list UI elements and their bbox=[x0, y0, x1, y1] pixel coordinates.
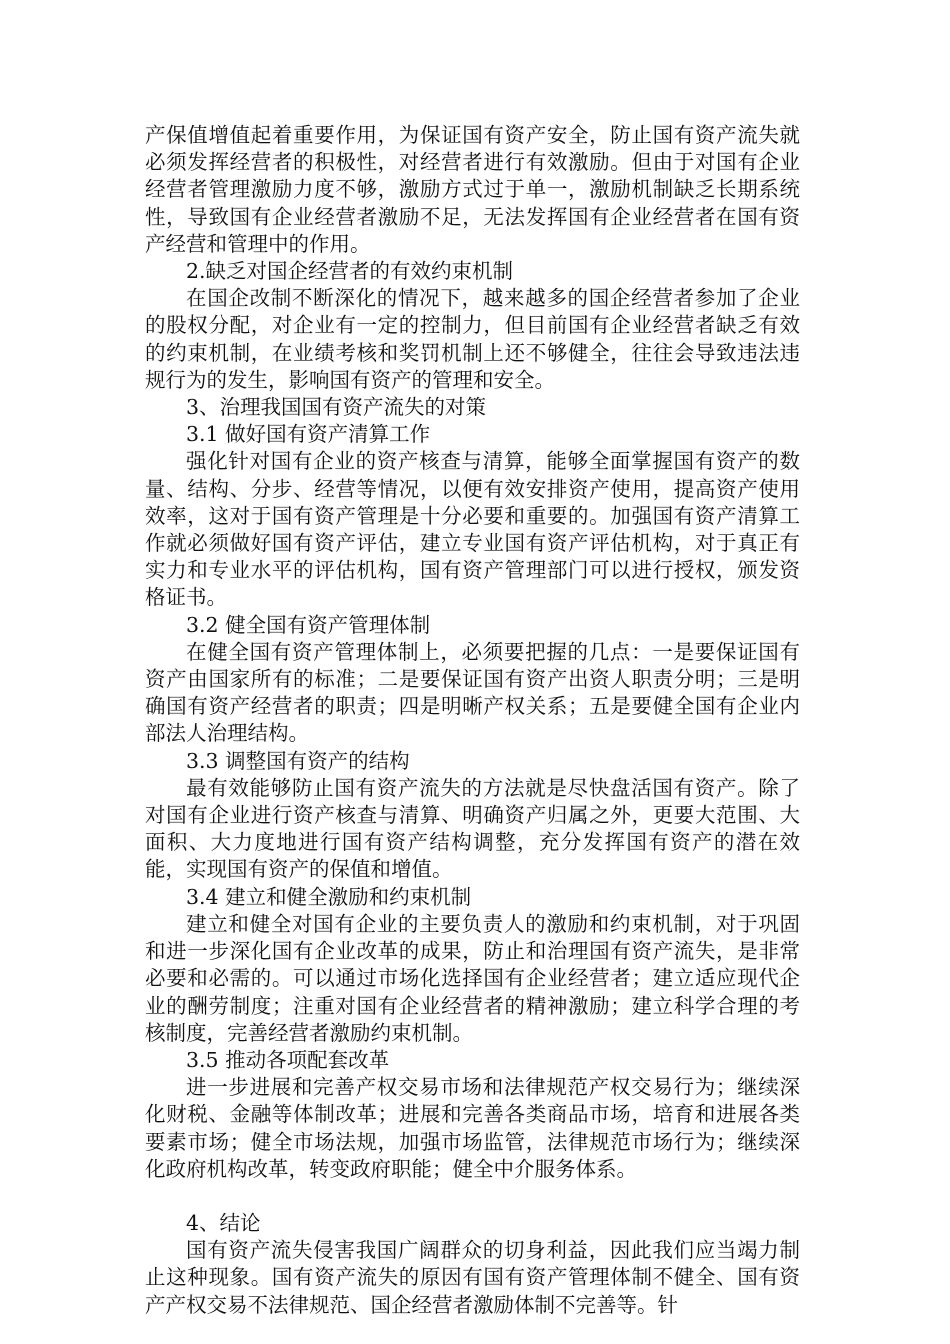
heading-3-3: 3.3 调整国有资产的结构 bbox=[186, 748, 410, 773]
heading-4: 4、结论 bbox=[186, 1210, 261, 1235]
paragraph-1: 产保值增值起着重要作用，为保证国有资产安全，防止国有资产流失就必须发挥经营者的积极性，对经营者进行有效激励。但由于对国有企业经营者管理激励力度不够，激励方式过于单一，激励机制缺乏长期系统性，导致国有企业经营者激励不足，无法发挥国有企业经营者在国有资产经营和管理中的作用。 bbox=[145, 123, 800, 256]
heading-3: 3、治理我国国有资产流失的对策 bbox=[186, 395, 487, 420]
document-body bbox=[145, 122, 800, 1319]
paragraph-3-3: 最有效能够防止国有资产流失的方法就是尽快盘活国有资产。除了对国有企业进行资产核查与清算、明确资产归属之外，更要大范围、大面积、大力度地进行国有资产结构调整，充分发挥国有资产的潜在效能，实现国有资产的保值和增值。 bbox=[145, 775, 800, 882]
heading-3-2: 3.2 健全国有资产管理体制 bbox=[186, 612, 431, 637]
heading-3-4: 3.4 建立和健全激励和约束机制 bbox=[186, 884, 472, 909]
heading-3-1: 3.1 做好国有资产清算工作 bbox=[186, 422, 431, 447]
paragraph-4: 国有资产流失侵害我国广阔群众的切身利益，因此我们应当竭力制止这种现象。国有资产流失的原因有国有资产管理体制不健全、国有资产产权交易不法律规范、国企经营者激励体制不完善等。针 bbox=[145, 1238, 800, 1317]
paragraph-3-2: 在健全国有资产管理体制上，必须要把握的几点：一是要保证国有资产由国家所有的标准；二是要保证国有资产出资人职责分明；三是明确国有资产经营者的职责；四是明晰产权关系；五是要健全国有企业内部法人治理结构。 bbox=[145, 639, 800, 746]
paragraph-3-4: 建立和健全对国有企业的主要负责人的激励和约束机制，对于巩固和进一步深化国有企业改革的成果，防止和治理国有资产流失，是非常必要和必需的。可以通过市场化选择国有企业经营者；建立适应现代企业的酬劳制度；注重对国有企业经营者的精神激励；建立科学合理的考核制度，完善经营者激励约束机制。 bbox=[145, 911, 800, 1045]
paragraph-3-1: 强化针对国有企业的资产核查与清算，能够全面掌握国有资产的数量、结构、分步、经营等情况，以便有效安排资产使用，提高资产使用效率，这对于国有资产管理是十分必要和重要的。加强国有资产清算工作就必须做好国有资产评估，建立专业国有资产评估机构，对于真正有实力和专业水平的评估机构，国有资产管理部门可以进行授权，颁发资格证书。 bbox=[145, 449, 800, 610]
heading-3-5: 3.5 推动各项配套改革 bbox=[186, 1047, 390, 1072]
paragraph-3-5: 进一步进展和完善产权交易市场和法律规范产权交易行为；继续深化财税、金融等体制改革；进展和完善各类商品市场，培育和进展各类要素市场；健全市场法规，加强市场监管，法律规范市场行为；继续深化政府机构改革，转变政府职能；健全中介服务体系。 bbox=[145, 1075, 800, 1181]
paragraph-2: 在国企改制不断深化的情况下，越来越多的国企经营者参加了企业的股权分配，对企业有一定的控制力，但目前国有企业经营者缺乏有效的约束机制，在业绩考核和奖罚机制上还不够健全，往往会导致违法违规行为的发生，影响国有资产的管理和安全。 bbox=[145, 286, 800, 392]
heading-2: 2.缺乏对国企经营者的有效约束机制 bbox=[186, 259, 514, 284]
blank-line bbox=[145, 1183, 800, 1210]
